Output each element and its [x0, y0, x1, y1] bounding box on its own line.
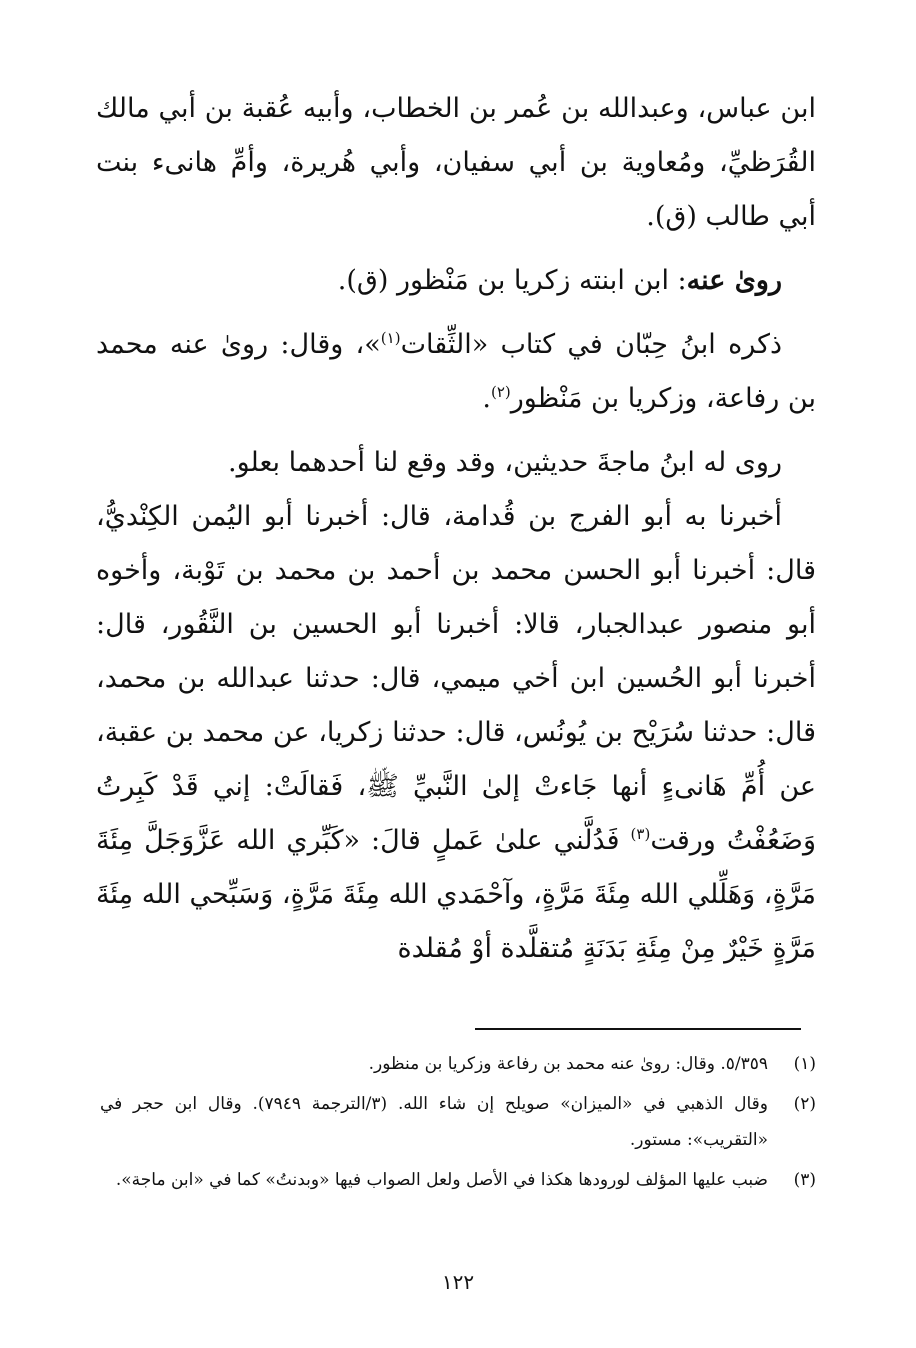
footnote-3-number: (٣) [793, 1170, 816, 1190]
footnote-2-number: (٢) [793, 1094, 816, 1114]
paragraph-1 [96, 82, 816, 244]
paragraph-5-text-b: فَدُلَّني علىٰ عَملٍ قالَ: «كَبِّري الله عَزَّوَجَلَّ مِئَةَ مَرَّةٍ، وَهَلِّلي الله مِئَةَ مَرَّةٍ، وآحْمَدي الله مِئَةَ مَرَّةٍ، وَسَبِّحي الله مِئَةَ مَرَّةٍ خَيْرٌ مِنْ مِئَةِ بَدَنَةٍ مُتقلَّدة أوْ مُقلدة [96, 825, 816, 964]
paragraph-2 [96, 254, 816, 308]
footnote-ref-2: (٢) [490, 383, 511, 401]
paragraph-3 [96, 318, 816, 426]
paragraph-4 [96, 436, 816, 490]
main-text [96, 82, 816, 976]
rawa-anhu-label: روىٰ عنه [686, 265, 782, 296]
paragraph-3-text-b: »، وقال: روىٰ عنه محمد بن رفاعة، وزكريا بن مَنْظور [96, 329, 816, 414]
footnote-1-text: ٥/٣٥٩. وقال: روىٰ عنه محمد بن رفاعة وزكريا بن منظور. [368, 1054, 768, 1074]
footnote-2-text: وقال الذهبي في «الميزان» صويلح إن شاء الله. (٣/الترجمة ٧٩٤٩). وقال ابن حجر في «التقريب»: مستور. [100, 1094, 769, 1150]
paragraph-3-text-a: ذكره ابنُ حِبّان في كتاب «الثِّقات [400, 329, 782, 360]
footnote-1 [100, 1046, 816, 1082]
footnote-ref-3: (٣) [630, 825, 651, 843]
page-number: ١٢٢ [441, 1270, 475, 1294]
paragraph-3-text-c: . [482, 383, 491, 414]
paragraph-5-text-a: أخبرنا به أبو الفرج بن قُدامة، قال: أخبرنا أبو اليُمن الكِنْديُّ، قال: أخبرنا أبو الحسن محمد بن أحمد بن محمد بن تَوْبة، وأخوه أبو منصور عبدالجبار، قالا: أخبرنا أبو الحسين بن النَّقُور، قال: أخبرنا أبو الحُسين ابن أخي ميمي، قال: حدثنا عبدالله بن محمد، قال: حدثنا سُرَيْح بن يُونُس، قال: حدثنا زكريا، عن محمد بن عقبة، عن أُمِّ هَانىءٍ أنها جَاءتْ إلىٰ النَّبيِّ ﷺ، فَقالَتْ: إني قَدْ كَبِرتُ وَضَعُفْتُ ورقت [96, 501, 816, 856]
paragraph-2-text: : ابن ابنته زكريا بن مَنْظور (ق). [337, 265, 687, 296]
footnotes [100, 1046, 816, 1202]
footnote-3-text: ضبب عليها المؤلف لورودها هكذا في الأصل ولعل الصواب فيها «وبدنتُ» كما في «ابن ماجة». [115, 1170, 768, 1190]
paragraph-1-text: ابن عباس، وعبدالله بن عُمر بن الخطاب، وأبيه عُقبة بن أبي مالك القُرَظيِّ، ومُعاوية بن أبي سفيان، وأبي هُريرة، وأمِّ هانىء بنت أبي طالب (ق). [96, 93, 816, 232]
footnote-2 [100, 1086, 816, 1158]
footnote-ref-1: (١) [380, 329, 401, 347]
paragraph-5 [96, 490, 816, 976]
paragraph-4-text: روى له ابنُ ماجةَ حديثين، وقد وقع لنا أحدهما بعلو. [227, 447, 782, 478]
footnote-3 [100, 1162, 816, 1198]
footnote-1-number: (١) [793, 1054, 816, 1074]
footnote-divider [475, 1028, 801, 1030]
